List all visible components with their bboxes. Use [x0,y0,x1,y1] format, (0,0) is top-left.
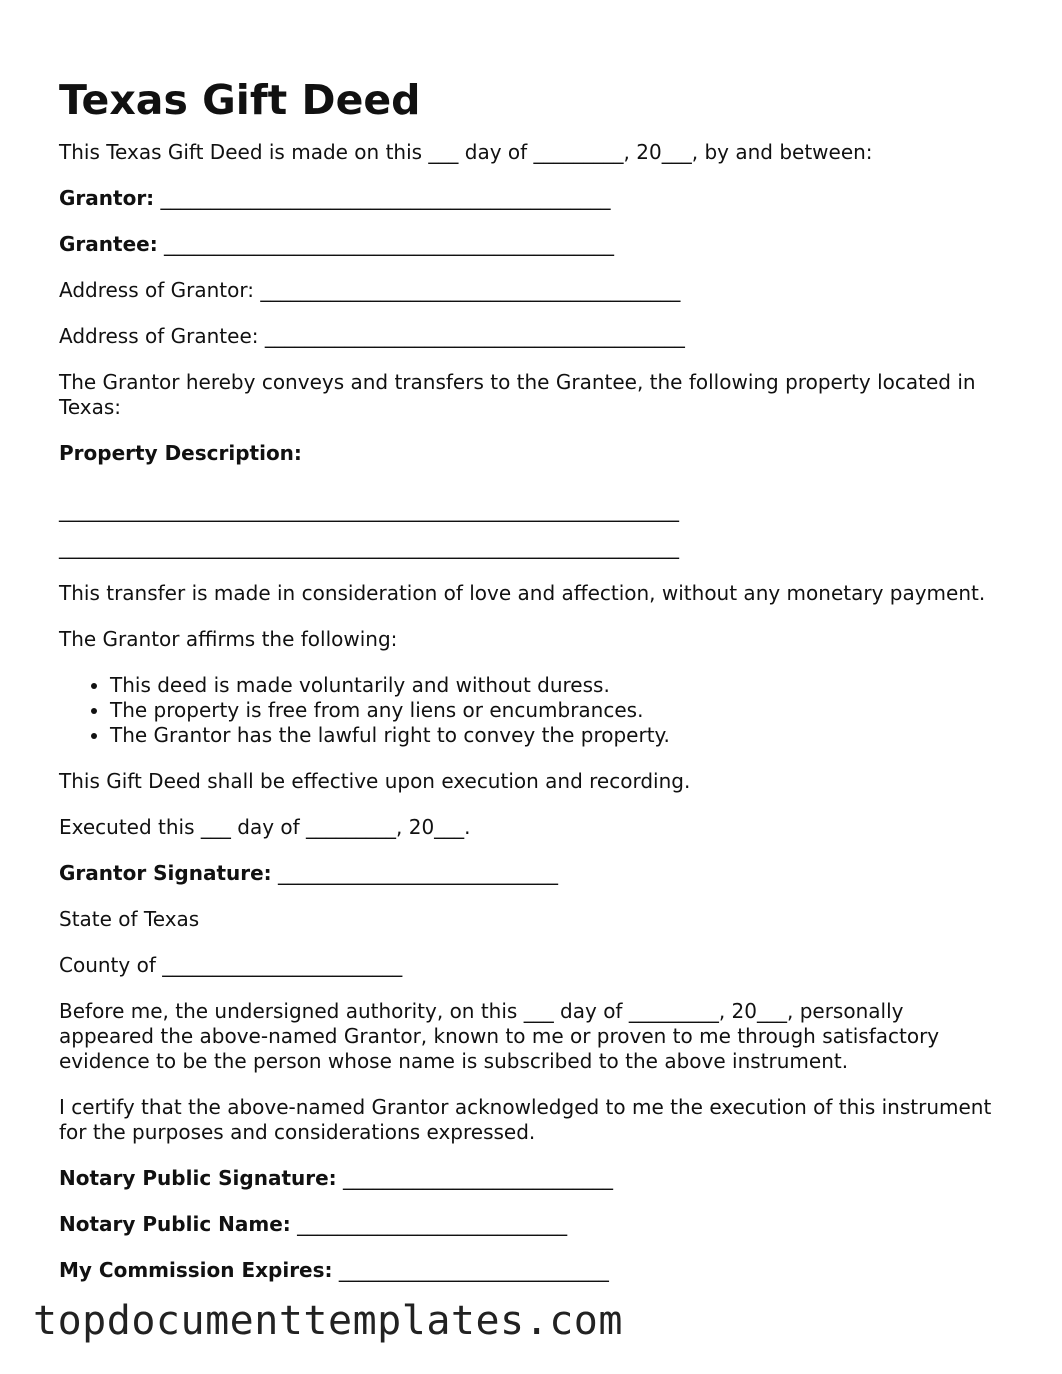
property-description-label: Property Description: [59,441,302,465]
notary-signature-field [59,1166,999,1191]
address-grantee-field: Address of Grantee: __________________________________________ [59,324,685,348]
grantee-field [59,232,999,257]
notary-name-label: Notary Public Name: [59,1212,291,1236]
grantor-field [59,186,999,211]
notary-signature-label: Notary Public Signature: [59,1166,337,1190]
document-title: Texas Gift Deed [59,76,421,124]
affirms-paragraph: The Grantor affirms the following: [59,627,398,651]
consideration-paragraph: This transfer is made in consideration of love and affection, without any monetary payment. [59,581,986,605]
affirmations-list [59,673,999,748]
grantor-signature-blank: ____________________________ [271,861,559,885]
watermark: topdocumenttemplates.com [33,1298,623,1344]
grantor-blank: _____________________________________________ [154,186,611,210]
notary-name-field [59,1212,999,1237]
conveys-paragraph: The Grantor hereby conveys and transfers to the Grantee, the following property located in Texas: [59,370,976,419]
list-item: • This deed is made voluntarily and without duress. [110,673,999,698]
effective-paragraph: This Gift Deed shall be effective upon execution and recording. [59,769,691,793]
grantee-label: Grantee: [59,232,158,256]
property-line-2: ______________________________________________________________ [59,535,679,559]
notary-name-blank: ___________________________ [290,1212,568,1236]
state-line: State of Texas [59,907,200,931]
document-page [59,72,999,1304]
county-line: County of ________________________ [59,953,403,977]
address-grantor-field: Address of Grantor: __________________________________________ [59,278,681,302]
list-item: • The property is free from any liens or encumbrances. [110,698,999,723]
certify-paragraph: I certify that the above-named Grantor acknowledged to me the execution of this instrument for the purposes and considerations expressed. [59,1095,992,1144]
commission-label: My Commission Expires: [59,1258,333,1282]
commission-blank: ___________________________ [332,1258,609,1282]
property-line-1: ______________________________________________________________ [59,498,679,522]
intro-paragraph: This Texas Gift Deed is made on this ___ day of _________, 20___, by and between: [59,140,873,164]
grantor-signature-field [59,861,999,886]
before-me-paragraph: Before me, the undersigned authority, on this ___ day of _________, 20___, personally appeared the above-named Grantor, known to me or proven to me through satisfactory evidence to be the person whose name is subscribed to the above instrument. [59,999,940,1073]
grantee-blank: _____________________________________________ [157,232,615,256]
list-item: • The Grantor has the lawful right to convey the property. [110,723,999,748]
grantor-signature-label: Grantor Signature: [59,861,272,885]
commission-field [59,1258,999,1283]
executed-paragraph: Executed this ___ day of _________, 20___. [59,815,471,839]
grantor-label: Grantor: [59,186,155,210]
notary-signature-blank: ___________________________ [336,1166,614,1190]
